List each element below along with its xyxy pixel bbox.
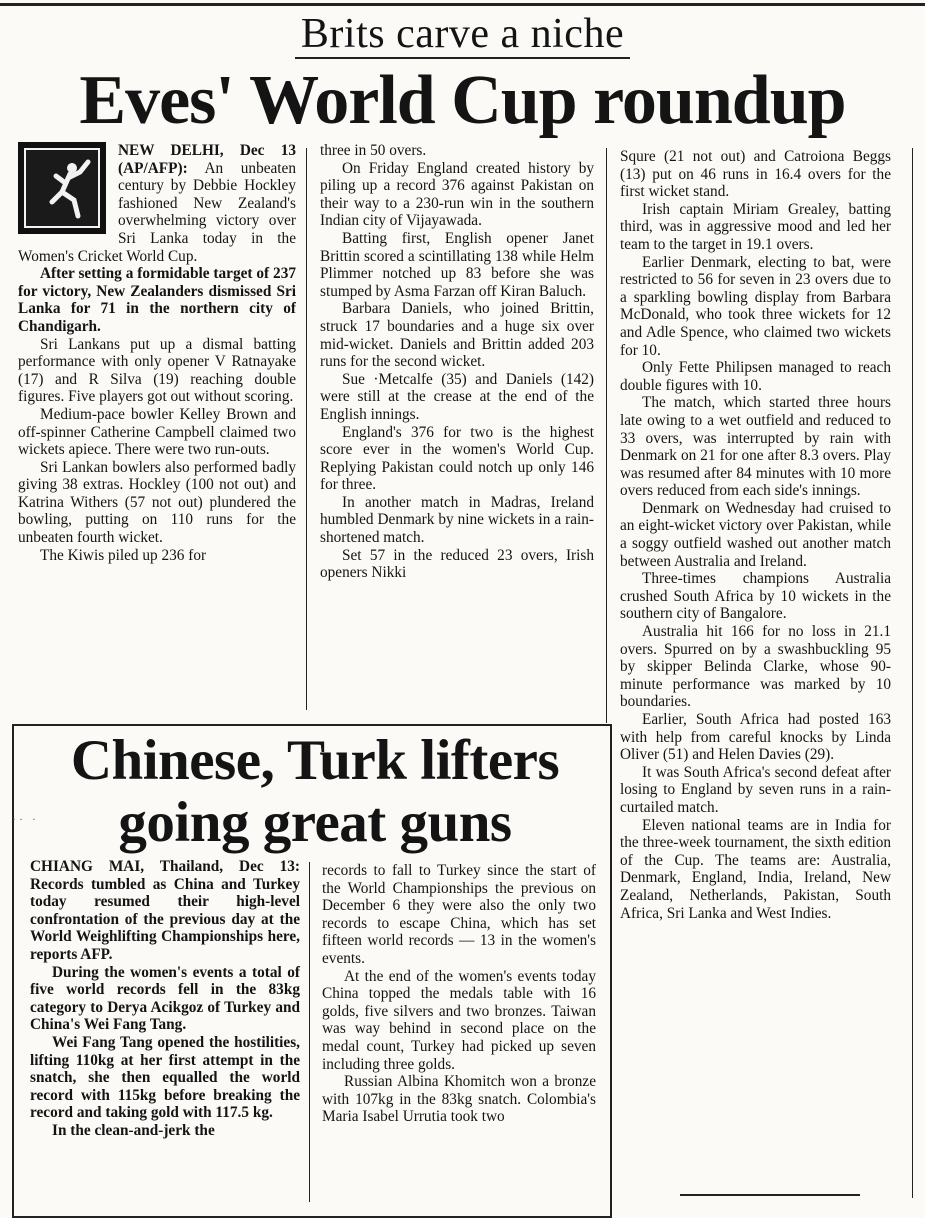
column-rule [606, 148, 607, 723]
paragraph: three in 50 overs. [320, 142, 427, 159]
paragraph: Medium-pace bowler Kelley Brown and off-spinner Catherine Campbell claimed two wickets apiece. There were two run-outs. [18, 405, 296, 459]
paragraph: At the end of the women's events today China topped the medals table with 16 golds, five silvers and two bronzes. Taiwan was way behind in second place on the medal count, Turkey had picked up seven including three golds. [322, 967, 596, 1073]
paragraph: In another match in Madras, Ireland humbled Denmark by nine wickets in a rain-shortened match. [320, 493, 594, 547]
paragraph: Russian Albina Khomitch won a bronze with 107kg in the 83kg snatch. Colombia's Maria Isabel Urrutia took two [322, 1073, 596, 1126]
smudge-marks: ·· · [12, 812, 39, 826]
paragraph: In the clean-and-jerk the [52, 1121, 215, 1139]
headline: Eves' World Cup roundup [79, 62, 846, 139]
story1-lead: An unbeaten century by Debbie Hockley fashioned New Zealand's overwhelming victory over Sri Lanka today in the Women's Cricket World Cup. [18, 159, 296, 265]
paragraph: Australia hit 166 for no loss in 21.1 overs. Spurred on by a swashbuckling 95 by skipper Belinda Clarke, whose 90-minute performance was marked by 10 boundaries. [620, 623, 891, 711]
story2-lead: Records tumbled as China and Turkey today resumed their high-level confrontation of the previous day at the World Weighlifting Championships here, reports AFP. [30, 875, 300, 963]
kicker: Brits carve a niche [0, 10, 925, 58]
paragraph: The match, which started three hours late owing to a wet outfield and reduced to 33 overs, was interrupted by rain with Denmark on 21 for one after 8.3 overs. Play was resumed after 84 minutes with 10 more overs reduced from each side's innings. [620, 394, 891, 500]
story1-column-1 [18, 142, 296, 718]
story2-column-1 [30, 858, 300, 1202]
paragraph: It was South Africa's second defeat after losing to England by seven runs in a rain-curtailed match. [620, 763, 891, 816]
story1-dateline: NEW DELHI, Dec 13 (AP/AFP): [118, 142, 296, 177]
paragraph: Irish captain Miriam Grealey, batting third, was in aggressive mood and led her team to the target in 19.1 overs. [620, 200, 891, 253]
paragraph: England's 376 for two is the highest score ever in the women's World Cup. Replying Pakistan could notch up only 146 for three. [320, 423, 594, 494]
paragraph: Eleven national teams are in India for the three-week tournament, the sixth edition of the Cup. The teams are: Australia, Denmark, England, India, Ireland, New Zealand, Netherlands, Pakistan, South Africa, Sri Lanka and West Indies. [620, 816, 891, 922]
paragraph: Wei Fang Tang opened the hostilities, lifting 110kg at her first attempt in the snatch, she then equalled the world record with 115kg before breaking the record and taking gold with 117.5 kg. [30, 1033, 300, 1122]
paragraph: Squre (21 not out) and Catroiona Beggs (13) put on 46 runs in 16.4 overs for the first wicket stand. [620, 148, 891, 201]
column-rule [309, 862, 310, 1202]
column-rule [306, 148, 307, 710]
paragraph: Earlier, South Africa had posted 163 with help from careful knocks by Linda Oliver (51) and Helen Davies (29). [620, 711, 891, 764]
paragraph: The Kiwis piled up 236 for [40, 546, 207, 564]
paragraph: During the women's events a total of five world records fell in the 83kg category to Derya Acikgoz of Turkey and China's Wei Fang Tang. [30, 963, 300, 1034]
story2-dateline: CHIANG MAI, Thailand, Dec 13: [30, 858, 300, 875]
paragraph: Earlier Denmark, electing to bat, were restricted to 56 for seven in 23 overs due to a sparkling bowling display from Barbara McDonald, who took three wickets for 12 and Adle Spence, who claimed two wickets for 10. [620, 253, 891, 359]
right-edge-rule [912, 148, 913, 1198]
paragraph: Sri Lankan bowlers also performed badly giving 38 extras. Hockley (100 not out) and Katrina Withers (57 not out) plundered the bowling, putting on 110 runs for the unbeaten fourth wicket. [18, 458, 296, 547]
story1-column-3 [620, 148, 891, 1192]
paragraph: Only Fette Philipsen managed to reach double figures with 10. [620, 359, 891, 394]
batsman-photo-icon [18, 142, 106, 234]
paragraph: records to fall to Turkey since the start of the World Championships the previous on December 6 they were also the only two records to escape China, which has set fifteen world records — 13 in the women's events. [322, 862, 596, 967]
story2-headline-line2: going great guns [118, 791, 512, 854]
paragraph: Sri Lankans put up a dismal batting performance with only opener V Ratnayake (17) and R Silva (19) reaching double figures. Five players got out without scoring. [18, 335, 296, 406]
paragraph: Denmark on Wednesday had cruised to an eight-wicket victory over Pakistan, while a soggy outfield washed out another match between Australia and Ireland. [620, 499, 891, 570]
story2-headline-line1: Chinese, Turk lifters [70, 729, 560, 792]
paragraph: After setting a formidable target of 237 for victory, New Zealanders dismissed Sri Lanka for 71 in the northern city of Chandigarh. [18, 265, 296, 335]
paragraph: Three-times champions Australia crushed South Africa by 10 wickets in the southern city of Bangalore. [620, 570, 891, 623]
story2-column-2 [322, 862, 596, 1202]
paragraph: Batting first, English opener Janet Brittin scored a scintillating 138 while Helm Plimmer notched up 83 before she was stumped by Asma Farzan off Kiran Baluch. [320, 229, 594, 300]
paragraph: Sue ·Metcalfe (35) and Daniels (142) were still at the crease at the end of the English innings. [320, 370, 594, 423]
story1-column-2 [320, 142, 594, 718]
paragraph: On Friday England created history by piling up a record 376 against Pakistan on their way to a 230-run win in the southern Indian city of Vijayawada. [320, 159, 594, 230]
end-rule [680, 1194, 860, 1196]
paragraph: Barbara Daniels, who joined Brittin, struck 17 boundaries and a huge six over mid-wicket. Daniels and Brittin added 203 runs for the second wicket. [320, 300, 594, 371]
paragraph: Set 57 in the reduced 23 overs, Irish openers Nikki [320, 546, 594, 582]
top-rule [0, 3, 925, 6]
